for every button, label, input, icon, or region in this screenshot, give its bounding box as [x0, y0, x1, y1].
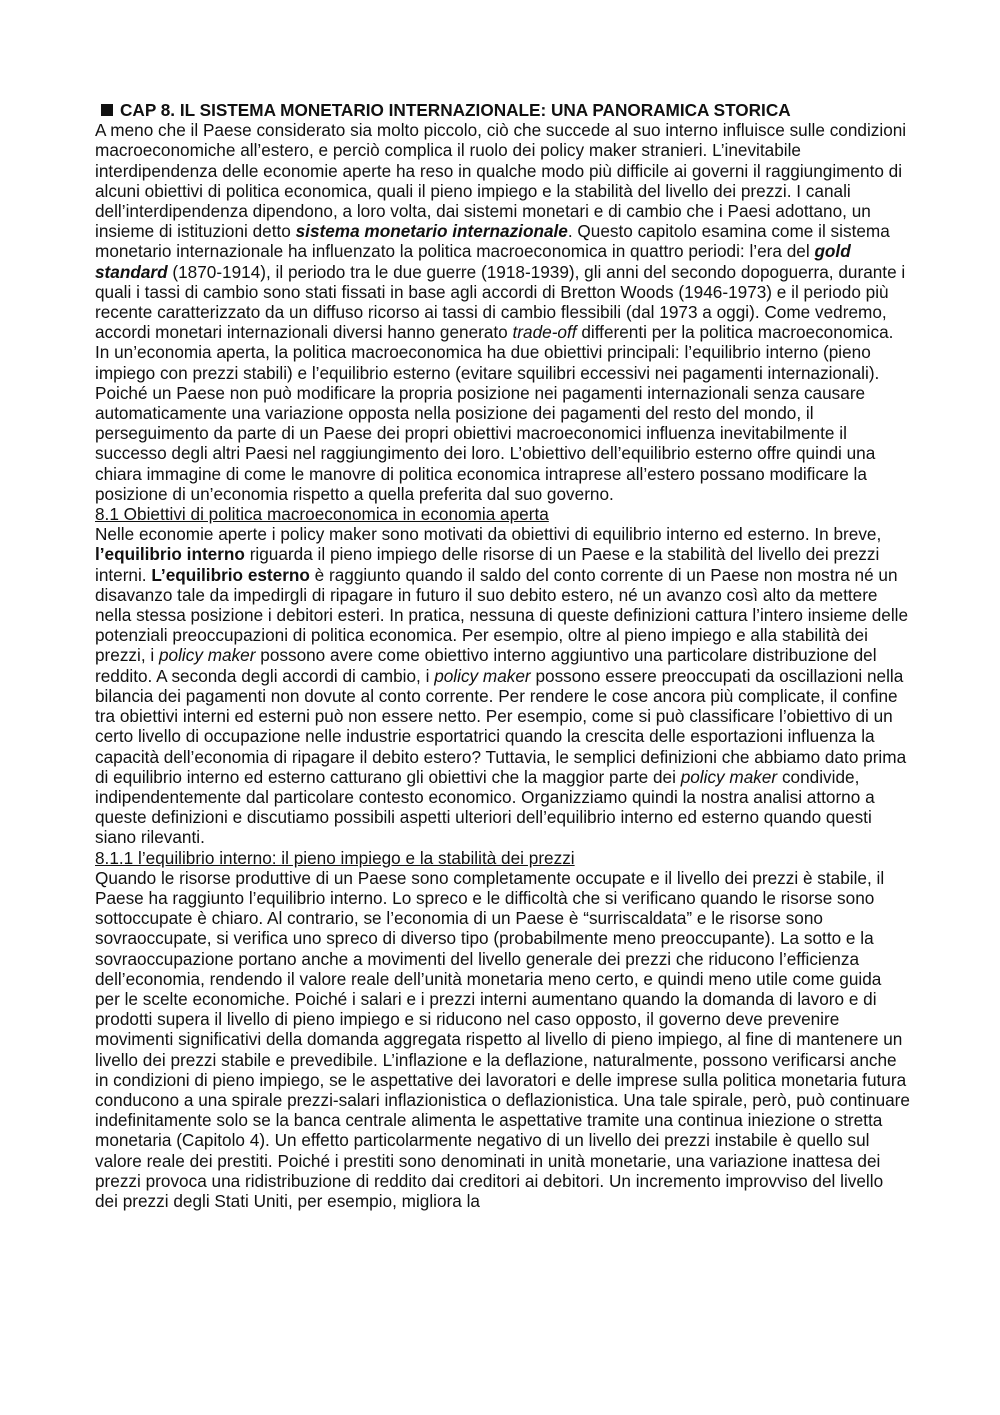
section-8-1-paragraph	[95, 524, 910, 847]
intro-paragraph	[95, 120, 910, 504]
term-policy-maker: policy maker	[159, 645, 256, 666]
intro-text: A meno che il Paese considerato sia molto piccolo, ciò che succede al suo interno influisce sulle condizioni macroeconomiche all’estero, e perciò complica il ruolo dei policy maker stranieri. L’inevitabile interdipendenza delle economie aperte ha reso in qualche modo più difficile ai governi il raggiungimento di alcuni obiettivi di politica economica, quali il pieno impiego e la stabilità del livello dei prezzi. I canali dell’interdipendenza dipendono, a loro volta, dai sistemi monetari e di cambio che i Paesi adottano, un insieme di istituzioni detto	[95, 120, 907, 242]
term-policy-maker: policy maker	[434, 665, 531, 686]
term-trade-off: trade-off	[512, 322, 577, 343]
square-bullet-icon	[101, 104, 113, 116]
intro-text: (1870-1914), il periodo tra le due guerre (1918-1939), gli anni del secondo dopoguerra, durante i quali i tassi di cambio sono stati fissati in base agli accordi di Bretton Woods (1946-1973) e il periodo più recente caratterizzato da un diffuso ricorso ai tassi di cambio flessibili (dal 1973 a oggi). Come vedremo, accordi monetari internazionali diversi hanno generato	[95, 261, 906, 343]
chapter-title-text: CAP 8. IL SISTEMA MONETARIO INTERNAZIONALE: UNA PANORAMICA STORICA	[120, 100, 791, 120]
term-equilibrio-interno: l’equilibrio interno	[95, 544, 245, 565]
term-equilibrio-esterno: L’equilibrio esterno	[151, 564, 310, 585]
term-gold-standard: gold standard	[95, 241, 851, 282]
term-sistema-monetario: sistema monetario internazionale	[295, 221, 568, 242]
body-text: possono essere preoccupati da oscillazioni nella bilancia dei pagamenti non dovute al conto corrente. Per rendere le cose ancora più complicate, il confine tra obiettivi interni ed esterni può non essere netto. Per esempio, come si può classificare l’obiettivo di un certo livello di occupazione nelle industrie esportatrici quando la crescita delle esportazioni influenza la capacità dell’economia di ripagare il debito estero? Tuttavia, le semplici definizioni che abbiamo dato prima di equilibrio interno ed esterno catturano gli obiettivi che la maggior parte dei	[95, 665, 907, 787]
section-heading-8-1: 8.1 Obiettivi di politica macroeconomica in economia aperta	[95, 504, 549, 525]
section-8-1-1-paragraph: Quando le risorse produttive di un Paese sono completamente occupate e il livello dei prezzi è stabile, il Paese ha raggiunto l’equilibrio interno. Lo spreco e le difficoltà che si verificano quando le risorse sono sottoccupate è chiaro. Al contrario, se l’economia di un Paese è “surriscaldata” e le risorse sono sovraoccupate, si verifica uno spreco di diverso tipo (probabilmente meno preoccupante). La sotto e la sovraoccupazione portano anche a movimenti del livello generale dei prezzi che riducono l’efficienza dell’economia, rendendo il valore reale dell’unità monetaria meno certo, e quindi meno utile come guida per le scelte economiche. Poiché i salari e i prezzi interni aumentano quando la domanda di lavoro e di prodotti supera il livello di pieno impiego e si riducono nel caso opposto, il governo deve prevenire movimenti significativi della domanda aggregata rispetto al livello di pieno impiego, al fine di mantenere un livello dei prezzi stabile e prevedibile. L’inflazione e la deflazione, naturalmente, possono verificarsi anche in condizioni di pieno impiego, se le aspettative dei lavoratori e delle imprese sulla politica monetaria futura conducono a una spirale prezzi-salari inflazionistica o deflazionistica. Una tale spirale, però, può continuare indefinitamente solo se la banca centrale alimenta le aspettative tramite una continua iniezione o stretta monetaria (Capitolo 4). Un effetto particolarmente negativo di un livello dei prezzi instabile è quello sul valore reale dei prestiti. Poiché i prestiti sono denominati in unità monetarie, una variazione inattesa dei prezzi provoca una ridistribuzione di reddito dai creditori ai debitori. Un incremento improvviso del livello dei prezzi degli Stati Uniti, per esempio, migliora la	[95, 867, 910, 1211]
section-heading-8-1-1: 8.1.1 l’equilibrio interno: il pieno impiego e la stabilità dei prezzi	[95, 847, 575, 868]
body-text: Nelle economie aperte i policy maker sono motivati da obiettivi di equilibrio interno ed esterno. In breve,	[95, 524, 882, 545]
body-text: è raggiunto quando il saldo del conto corrente di un Paese non mostra né un disavanzo tale da impedirgli di ripagare in futuro il suo debito estero, né un avanzo così alto da mettere nella stessa posizione i debitori esteri. In pratica, nessuna di queste definizioni cattura l’intero insieme delle potenziali preoccupazioni di politica economica. Per esempio, oltre al pieno impiego e alla stabilità dei prezzi, i	[95, 564, 909, 666]
body-text: possono avere come obiettivo interno aggiuntivo una particolare distribuzione del reddito. A seconda degli accordi di cambio, i	[95, 645, 877, 686]
chapter-title	[101, 100, 910, 120]
body-text: riguarda il pieno impiego delle risorse di un Paese e la stabilità del livello dei prezzi interni.	[95, 544, 880, 585]
intro-text: differenti per la politica macroeconomica. In un’economia aperta, la politica macroeconomica ha due obiettivi principali: l’equilibrio interno (pieno impiego con prezzi stabili) e l’equilibrio esterno (evitare squilibri eccessivi nei pagamenti internazionali). Poiché un Paese non può modificare la propria posizione nei pagamenti internazionali senza causare automaticamente una variazione opposta nella posizione dei pagamenti del resto del mondo, il perseguimento da parte di un Paese dei propri obiettivi macroeconomici influenza inevitabilmente il successo degli altri Paesi nel raggiungimento dei loro. L’obiettivo dell’equilibrio esterno offre quindi una chiara immagine di come le manovre di politica economica intraprese all’estero possano modificare la posizione di un’economia rispetto a quella preferita dal suo governo.	[95, 322, 894, 504]
intro-text: . Questo capitolo esamina come il sistema monetario internazionale ha influenzato la politica macroeconomica in quattro periodi: l’era del	[95, 221, 890, 262]
term-policy-maker: policy maker	[680, 766, 778, 787]
document-page	[95, 100, 910, 1211]
body-text: condivide, indipendentemente dal particolare contesto economico. Organizziamo quindi la nostra analisi attorno a queste definizioni e discutiamo possibili aspetti ulteriori dell’equilibrio interno ed esterno quando questi siano rilevanti.	[95, 766, 875, 848]
